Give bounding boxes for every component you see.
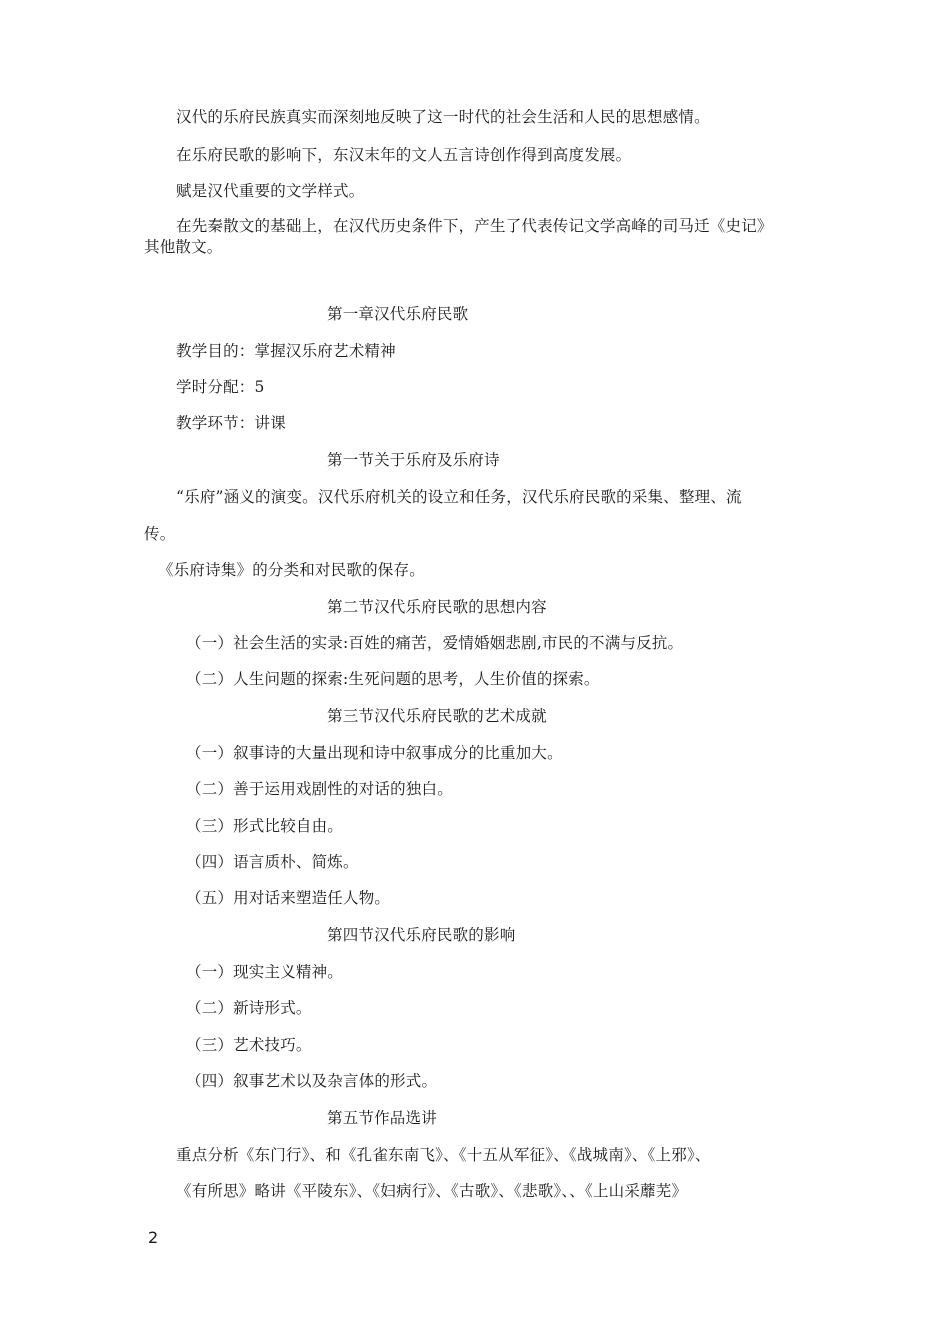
section-3-item-3: （三）形式比较自由。 <box>186 817 344 835</box>
section-4-item-3: （三）艺术技巧。 <box>186 1036 312 1054</box>
page-number: 2 <box>148 1228 159 1247</box>
section-3-item-5: （五）用对话来塑造任人物。 <box>186 889 391 907</box>
section-3-item-4: （四）语言质朴、简炼。 <box>186 853 359 871</box>
section-4-item-4: （四）叙事艺术以及杂言体的形式。 <box>186 1072 438 1090</box>
section-5-text-line-1: 重点分析《东门行》、和《孔雀东南飞》、《十五从军征》、《战城南》、《上邪》、 <box>176 1146 711 1164</box>
intro-paragraph-4-line-1: 在先秦散文的基础上，在汉代历史条件下，产生了代表传记文学高峰的司马迁《史记》 <box>176 217 773 235</box>
teaching-goal: 教学目的：掌握汉乐府艺术精神 <box>176 342 396 360</box>
section-2-item-2: （二）人生问题的探索:生死问题的思考，人生价值的探索。 <box>186 670 600 688</box>
intro-paragraph-4-line-2: 其他散文。 <box>144 238 223 256</box>
intro-paragraph-1: 汉代的乐府民族真实而深刻地反映了这一时代的社会生活和人民的思想感情。 <box>176 108 710 126</box>
section-1-text-line-2: 传。 <box>144 525 176 543</box>
section-1-title: 第一节关于乐府及乐府诗 <box>327 451 500 469</box>
section-5-title: 第五节作品选讲 <box>327 1109 437 1127</box>
section-1-text-line-3: 《乐府诗集》的分类和对民歌的保存。 <box>158 561 425 579</box>
section-3-item-2: （二）善于运用戏剧性的对话的独白。 <box>186 780 453 798</box>
section-1-text-line-1: “乐府”涵义的演变。汉代乐府机关的设立和任务，汉代乐府民歌的采集、整理、流 <box>176 488 742 506</box>
teaching-hours: 学时分配：5 <box>176 378 265 396</box>
teaching-method: 教学环节：讲课 <box>176 414 286 432</box>
section-3-item-1: （一）叙事诗的大量出现和诗中叙事成分的比重加大。 <box>186 744 563 762</box>
section-4-item-2: （二）新诗形式。 <box>186 999 312 1017</box>
section-3-title: 第三节汉代乐府民歌的艺术成就 <box>327 707 547 725</box>
chapter-title: 第一章汉代乐府民歌 <box>327 305 469 323</box>
intro-paragraph-2: 在乐府民歌的影响下，东汉末年的文人五言诗创作得到高度发展。 <box>176 146 632 164</box>
section-5-text-line-2: 《有所思》略讲《平陵东》、《妇病行》、《古歌》、《悲歌》、、《上山采蘼芜》 <box>176 1182 688 1200</box>
intro-paragraph-3: 赋是汉代重要的文学样式。 <box>176 182 365 200</box>
section-4-item-1: （一）现实主义精神。 <box>186 963 344 981</box>
section-2-title: 第二节汉代乐府民歌的思想内容 <box>327 598 547 616</box>
section-2-item-1: （一）社会生活的实录:百姓的痛苦，爱情婚姻悲剧,市民的不满与反抗。 <box>186 634 684 652</box>
section-4-title: 第四节汉代乐府民歌的影响 <box>327 926 516 944</box>
